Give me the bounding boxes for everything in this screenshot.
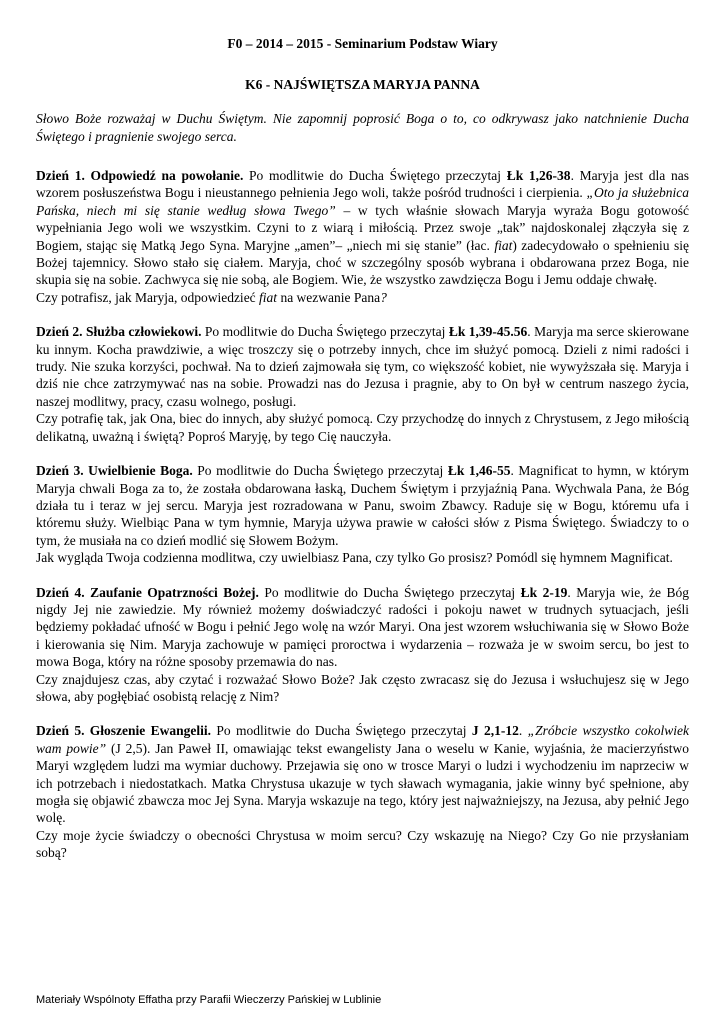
- day-5-body: [36, 722, 689, 826]
- day-5-section: [36, 722, 689, 861]
- day-3-section: [36, 462, 689, 566]
- day-1-lead: Po modlitwie do Ducha Świętego przeczytaj: [243, 168, 507, 183]
- day-5-quote: „Zróbcie wszystko cokolwiek wam powie”: [36, 723, 690, 756]
- day-1-text-2: – w tych właśnie słowach Maryja wyraża Bogu gotowość wypełniania Jego woli we wszystkim. Czyni to z wiarą i miłością. Przez swoje „tak” najdoskonalej złączyła się z Bogiem, stając się Matką Jego Syna. Maryjne „amen”– „niech mi się stanie” (łac.: [36, 202, 689, 253]
- day-1-text-3: ) zadecydowało o spełnieniu się Bożej tajemnicy. Słowo stało się ciałem. Maryja, choć w szczególny sposób wybrana i obdarowana przez Boga, nie skupia się na sobie. Zachwyca się nie sobą, ale Bogiem. Wie, że wszystko zawdzięcza Bogu i Jemu oddaje chwałę.: [36, 237, 689, 288]
- day-4-section: [36, 584, 689, 706]
- day-5-question: Czy moje życie świadczy o obecności Chrystusa w moim sercu? Czy wskazuję na Niego? Czy Go nie przysłaniam sobą?: [36, 827, 689, 861]
- day-1-title: Dzień 1. Odpowiedź na powołanie.: [36, 168, 244, 183]
- document-footer: Materiały Wspólnoty Effatha przy Parafii Wieczerzy Pańskiej w Lublinie: [36, 994, 382, 1006]
- day-5-scripture-ref: J 2,1-12: [471, 723, 519, 739]
- day-3-question: Jak wygląda Twoja codzienna modlitwa, czy uwielbiasz Pana, czy tylko Go prosisz? Pomódl się hymnem Magnificat.: [36, 550, 673, 566]
- day-3-text-1: . Magnificat to hymn, w którym Maryja chwali Boga za to, że została obdarowana łaską, Duchem Świętym i przyjaźnią Pana. Wychwala Pana, że Bóg działa tu i teraz w jej sercu. Maryja jest rozradowana w Panu, swoim Zbawcy. Raduje się w Bogu, któremu ufa i któremu służy. Wielbiąc Pana w tym hymnie, Maryja używa prawie w całości słów z Pisma Świętego. Świadczy to o tym, że musiała na co dzień modlić się Słowem Bożym.: [36, 463, 690, 548]
- day-2-text-1: . Maryja ma serce skierowane ku innym. Kocha prawdziwie, a więc troszczy się o potrzeby innych, chce im służyć pomocą. Dzieli z nimi radości i trudy. Nie szuka korzyści, pochwał. Na to dzień zajmowała się tym, co większość kobiet, nie wywyższała się. Maryja i dziś nie chce zatrzymywać nas na sobie. Prowadzi nas do Jezusa i pragnie, aby to On był w centrum naszego życia, naszej modlitwy, pracy, czasu wolnego, posługi.: [36, 324, 690, 409]
- day-1-section: [36, 167, 689, 306]
- day-5-text-2: (J 2,5). Jan Paweł II, omawiając tekst ewangelisty Jana o weselu w Kanie, wyjaśnia, że macierzyństwo Maryi względem ludzi ma wymiar duchowy. Przejawia się ono w trosce Maryi o ludzi i wychodzeniu im naprzeciw w ich potrzebach i niedostatkach. Matka Chrystusa ukazuje w tych sławach wymagania, jakie winny być spełnione, aby mogła się objawić zbawcza moc Jej Syna. Maryja wskazuje na tego, który jest najważniejszy, na Jezusa, aby pełnić Jego wolę.: [36, 740, 689, 826]
- day-2-body: [36, 323, 689, 410]
- day-3-body: [36, 462, 689, 549]
- day-1-latin-word: fiat: [494, 237, 513, 253]
- day-1-question-a: Czy potrafisz, jak Maryja, odpowiedzieć: [36, 289, 260, 305]
- day-4-title: Dzień 4. Zaufanie Opatrzności Bożej.: [36, 584, 259, 600]
- day-2-section: [36, 323, 689, 445]
- days-content: [36, 167, 689, 879]
- day-1-quote: „Oto ja służebnica Pańska, niech mi się stanie według słowa Twego”: [36, 185, 689, 218]
- day-5-title: Dzień 5. Głoszenie Ewangelii.: [36, 723, 212, 739]
- day-4-scripture-ref: Łk 2-19: [520, 584, 568, 600]
- day-4-lead: Po modlitwie do Ducha Świętego przeczytaj: [258, 584, 521, 600]
- day-4-text-1: . Maryja wie, że Bóg nigdy Jej nie zawiedzie. My również możemy doświadczyć radości i pokoju nawet w trudnych sytuacjach, jeśli będziemy pokładać ufność w Bogu i pełnić Jego wolę na wzór Maryi. Ona jest wzorem wsłuchiwania się w Słowo Boże i kierowania się Nim. Maryja zachowuje w pamięci proroctwa i wydarzenia – rozważa je w swoim sercu, bo jest to mowa Boga, który na różne sposoby przemawia do nas.: [36, 584, 690, 670]
- day-2-lead: Po modlitwie do Ducha Świętego przeczytaj: [201, 324, 449, 340]
- day-3-lead: Po modlitwie do Ducha Świętego przeczytaj: [192, 463, 448, 479]
- intro-paragraph: Słowo Boże rozważaj w Duchu Świętym. Nie zapomnij poprosić Boga o to, co odkrywasz jako natchnienie Ducha Świętego i pragnienie swojego serca.: [36, 111, 689, 144]
- day-5-lead: Po modlitwie do Ducha Świętego przeczytaj: [211, 723, 472, 739]
- day-5-text-1: .: [518, 723, 528, 739]
- day-3-scripture-ref: Łk 1,46-55: [447, 463, 511, 479]
- day-1-body: [36, 167, 689, 289]
- day-1-question: [36, 289, 689, 306]
- day-1-scripture-ref: Łk 1,26-38: [506, 168, 571, 183]
- day-1-question-b: na wezwanie Pana: [277, 289, 381, 305]
- day-1-question-word: fiat: [259, 289, 278, 305]
- day-4-body: [36, 584, 689, 671]
- document-header: F0 – 2014 – 2015 - Seminarium Podstaw Wiary: [227, 36, 498, 51]
- day-4-question: Czy znajdujesz czas, aby czytać i rozważać Słowo Boże? Jak często zwracasz się do Jezusa i wsłuchujesz się w Jego słowa, aby pogłębiać osobistą relację z Nim?: [36, 671, 689, 704]
- day-2-question: Czy potrafię tak, jak Ona, biec do innych, aby służyć pomocą. Czy przychodzę do innych z Chrystusem, z Jego miłością delikatną, uważną i świętą? Poproś Maryję, by tego Cię nauczyła.: [36, 411, 689, 444]
- day-3-title: Dzień 3. Uwielbienie Boga.: [36, 463, 193, 479]
- day-1-question-end: ?: [380, 289, 387, 305]
- document-title: K6 - NAJŚWIĘTSZA MARYJA PANNA: [245, 77, 480, 92]
- day-2-title: Dzień 2. Służba człowiekowi.: [36, 324, 202, 340]
- day-2-scripture-ref: Łk 1,39-45.56: [448, 324, 528, 340]
- day-1-text-1: . Maryja jest dla nas wzorem posłuszeństwa Bogu i nieustannego pełnienia Jego woli, także pośród trudności i cierpienia.: [36, 168, 689, 201]
